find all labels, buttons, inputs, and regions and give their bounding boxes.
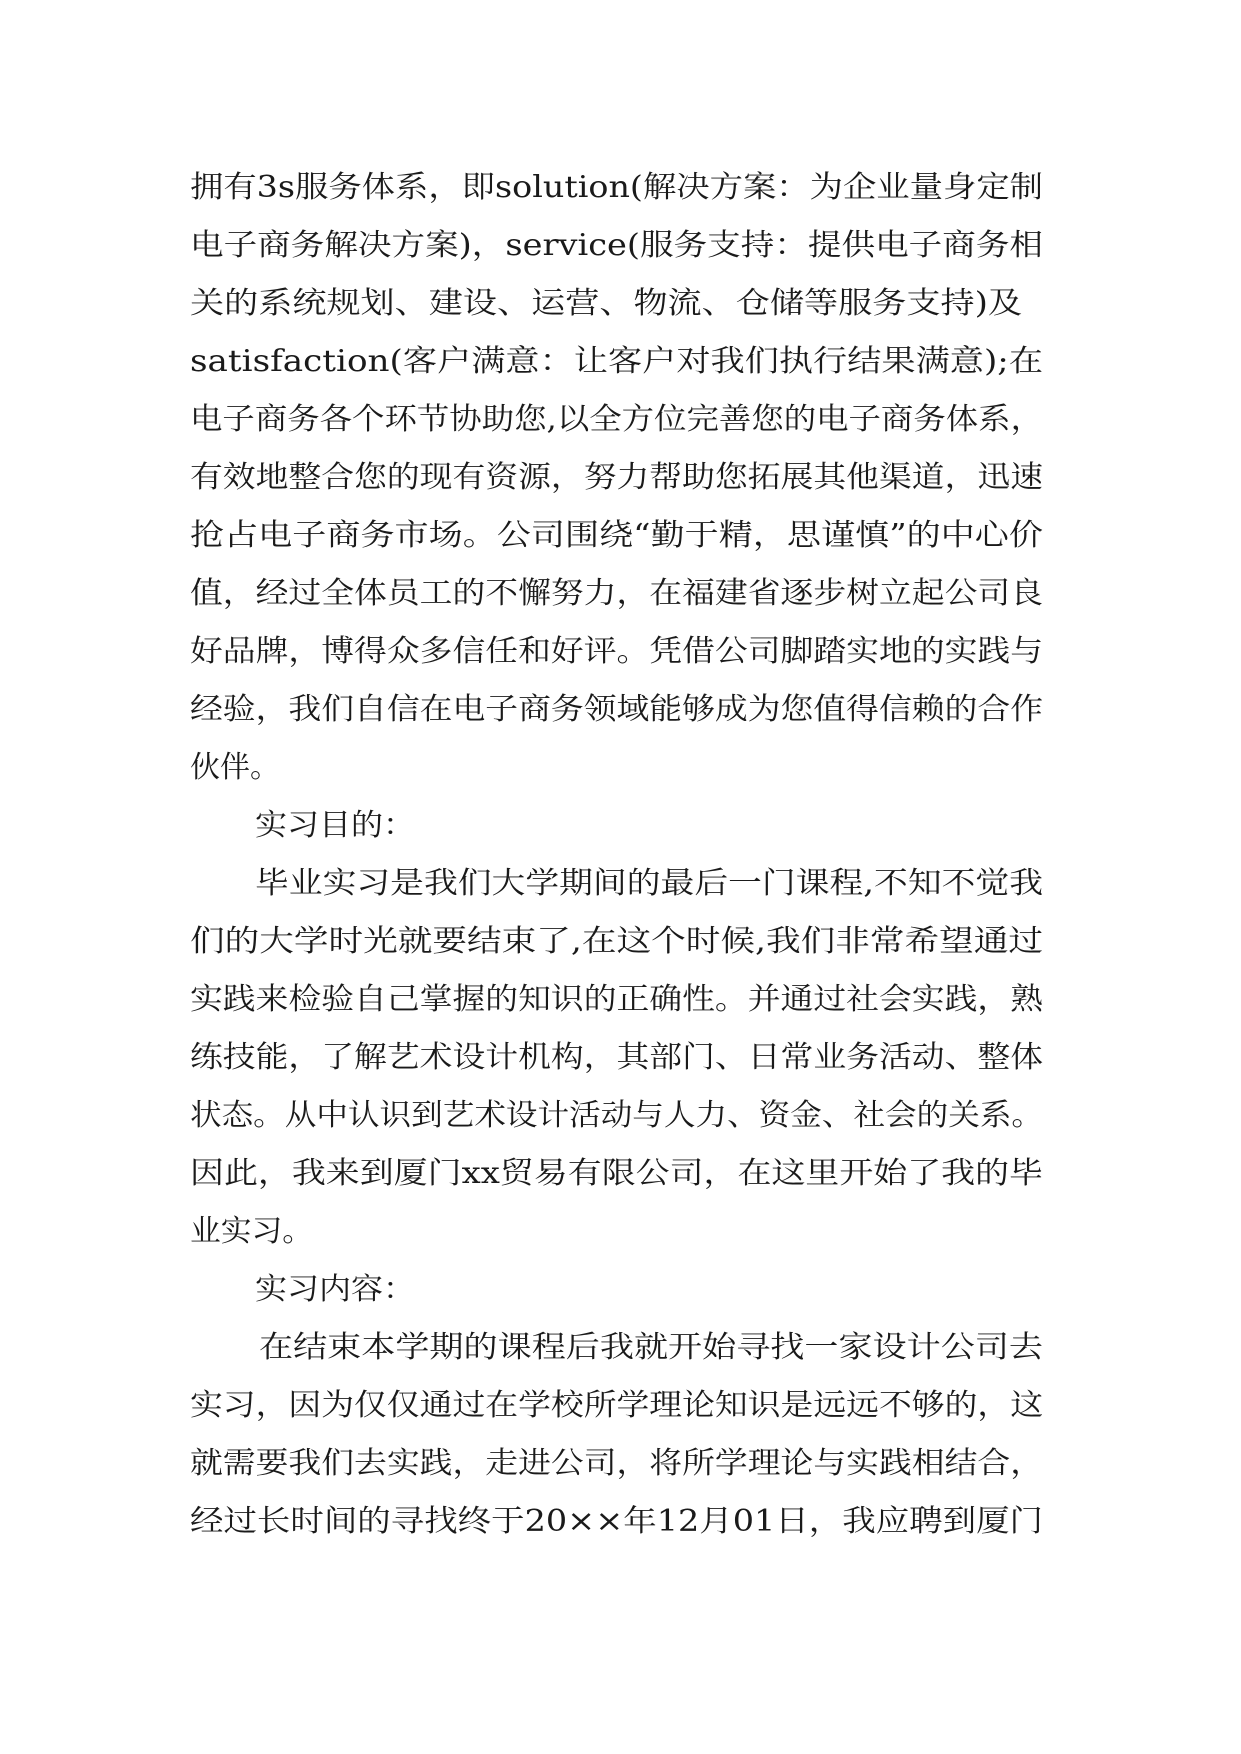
body-line: 有效地整合您的现有资源，努力帮助您拓展其他渠道，迅速	[190, 460, 1043, 495]
body-line: 状态。从中认识到艺术设计活动与人力、资金、社会的关系。	[190, 1098, 1043, 1133]
body-line: 电子商务各个环节协助您,以全方位完善您的电子商务体系，	[190, 402, 1043, 437]
body-line: 练技能，了解艺术设计机构，其部门、日常业务活动、整体	[190, 1040, 1043, 1075]
body-line: 经过长时间的寻找终于20××年12月01日，我应聘到厦门	[190, 1504, 1043, 1539]
body-line: 值，经过全体员工的不懈努力，在福建省逐步树立起公司良	[190, 576, 1043, 611]
body-line: 实践来检验自己掌握的知识的正确性。并通过社会实践，熟	[190, 982, 1045, 1017]
body-line: 实习，因为仅仅通过在学校所学理论知识是远远不够的，这	[190, 1388, 1043, 1423]
body-line: 因此，我来到厦门xx贸易有限公司，在这里开始了我的毕	[190, 1156, 1043, 1191]
body-line: 经验，我们自信在电子商务领域能够成为您值得信赖的合作	[190, 692, 1043, 727]
body-line: 们的大学时光就要结束了,在这个时候,我们非常希望通过	[190, 924, 1043, 959]
body-line: satisfaction(客户满意：让客户对我们执行结果满意);在	[190, 344, 1043, 379]
body-line: 在结束本学期的课程后我就开始寻找一家设计公司去	[259, 1330, 1043, 1365]
body-line: 毕业实习是我们大学期间的最后一门课程,不知不觉我	[255, 866, 1043, 901]
body-line: 伙伴。	[190, 750, 280, 785]
body-line: 抢占电子商务市场。公司围绕“勤于精，思谨慎”的中心价	[190, 518, 1043, 553]
body-line: 就需要我们去实践，走进公司，将所学理论与实践相结合，	[190, 1446, 1043, 1481]
body-line: 业实习。	[190, 1214, 313, 1249]
section-heading-content: 实习内容：	[255, 1272, 415, 1307]
body-line: 电子商务解决方案)，service(服务支持：提供电子商务相	[190, 228, 1043, 263]
body-line: 好品牌，博得众多信任和好评。凭借公司脚踏实地的实践与	[190, 634, 1043, 669]
body-line: 拥有3s服务体系，即solution(解决方案：为企业量身定制	[190, 170, 1043, 205]
body-line: 关的系统规划、建设、运营、物流、仓储等服务支持)及	[190, 286, 1023, 321]
section-heading-purpose: 实习目的：	[255, 808, 415, 843]
